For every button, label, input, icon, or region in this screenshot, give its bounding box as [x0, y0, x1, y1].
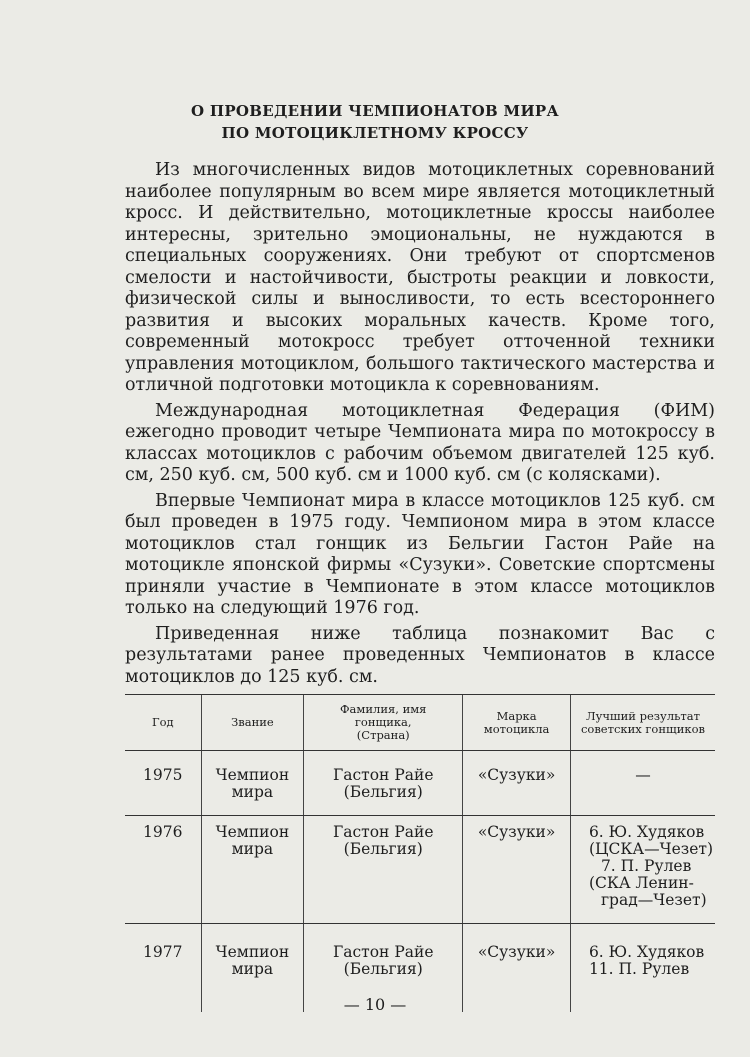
paragraph: Приведенная ниже таблица познакомит Вас с результатами ранее проведенных Чемпионатов в классе мотоциклов до 125 куб. см. — [125, 623, 715, 687]
cell-brand: «Сузуки» — [463, 816, 571, 924]
table-row — [125, 751, 715, 816]
cell-best: 6. Ю. Худяков 11. П. Рулев — [570, 924, 715, 1013]
cell-best: 6. Ю. Худяков (ЦСКА—Чезет) 7. П. Рулев (СКА Ленин- град—Чезет) — [570, 816, 715, 924]
cell-name: Гастон Райе (Бельгия) — [304, 924, 463, 1013]
title-line-2: ПО МОТОЦИКЛЕТНОМУ КРОССУ — [221, 124, 529, 142]
header-year: Год — [125, 695, 201, 751]
title-line-1: О ПРОВЕДЕНИИ ЧЕМПИОНАТОВ МИРА — [190, 102, 560, 120]
cell-title: Чемпион мира — [201, 924, 304, 1013]
paragraph: Впервые Чемпионат мира в классе мотоциклов 125 куб. см был проведен в 1975 году. Чемпионом мира в этом классе мотоциклов стал гонщик из Бельгии Гастон Райе на мотоцикле японской фирмы «Сузуки». Советские спортсмены приняли участие в Чемпионате в этом классе мотоциклов только на следующий 1976 год. — [125, 490, 715, 618]
cell-name: Гастон Райе (Бельгия) — [304, 816, 463, 924]
cell-year: 1975 — [125, 751, 201, 816]
cell-best: — — [570, 751, 715, 816]
header-name: Фамилия, имя гонщика, (Страна) — [304, 695, 463, 751]
cell-year: 1977 — [143, 943, 183, 961]
cell-title: Чемпион мира — [201, 816, 304, 924]
results-table — [125, 694, 715, 1012]
cell-brand: «Сузуки» — [463, 924, 571, 1013]
paragraph: Из многочисленных видов мотоциклетных соревнований наиболее популярным во всем мире является мотоциклетный кросс. И действительно, мотоциклетные кроссы наиболее интересны, зрительно эмоциональны, не нуждаются в специальных сооружениях. Они требуют от спортсменов смелости и настойчивости, быстроты реакции и ловкости, физической силы и выносливости, то есть всестороннего развития и высоких моральных качеств. Кроме того, современный мотокросс требует отточенной техники управления мотоциклом, большого тактического мастерства и отличной подготовки мотоцикла к соревнованиям. — [125, 160, 715, 395]
table-row — [125, 816, 715, 924]
cell-name: Гастон Райе (Бельгия) — [304, 751, 463, 816]
header-title: Звание — [201, 695, 304, 751]
header-brand: Марка мотоцикла — [463, 695, 571, 751]
page-number: — 10 — — [343, 995, 407, 1014]
table-header-row — [125, 695, 715, 751]
header-best: Лучший результат советских гонщиков — [570, 695, 715, 751]
paragraph: Международная мотоциклетная Федерация (ФИМ) ежегодно проводит четыре Чемпионата мира по мотокроссу в классах мотоциклов с рабочим объемом двигателей 125 куб. см, 250 куб. см, 500 куб. см и 1000 куб. см (с колясками). — [125, 400, 715, 485]
cell-title: Чемпион мира — [201, 751, 304, 816]
cell-year: 1976 — [125, 816, 201, 924]
page-title — [0, 100, 750, 144]
article-body — [125, 160, 715, 692]
cell-brand: «Сузуки» — [463, 751, 571, 816]
